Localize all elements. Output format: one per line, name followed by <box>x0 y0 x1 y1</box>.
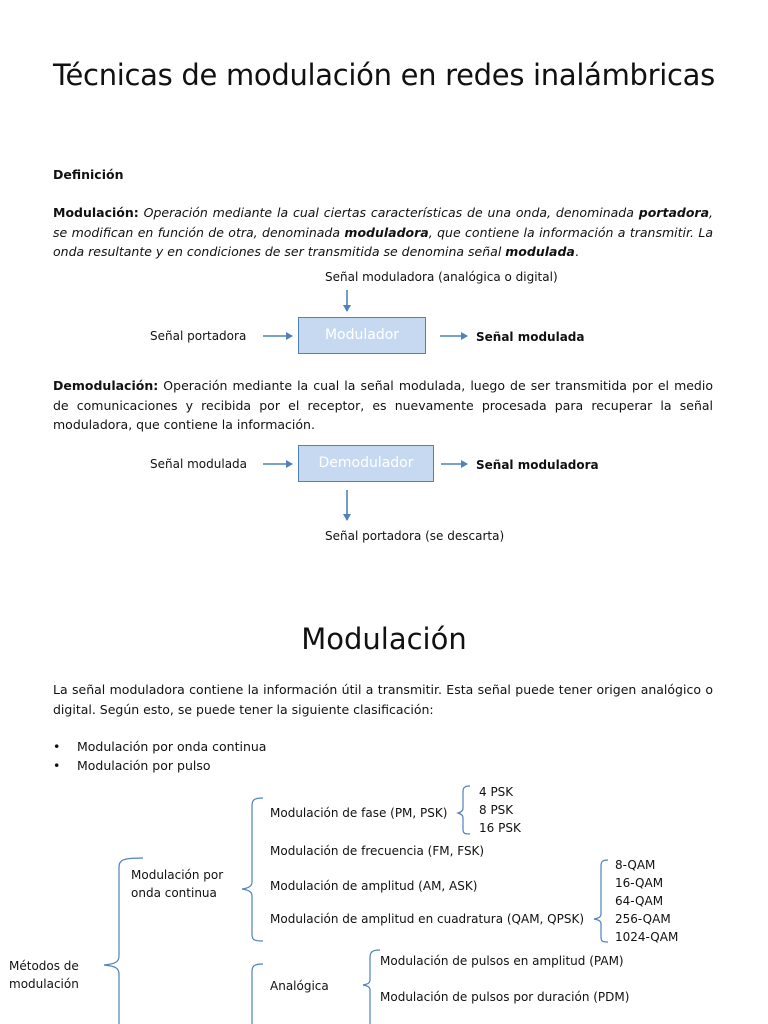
modulacion-term: Modulación <box>53 205 134 220</box>
bracket-pulso <box>252 964 263 1024</box>
tree-continua-line1: Modulación por <box>131 868 224 882</box>
tree-qam-item: 8-QAM <box>615 858 656 872</box>
bullet-item: • Modulación por pulso <box>53 758 211 773</box>
page-title: Técnicas de modulación en redes inalámbricas <box>53 58 715 92</box>
demodulacion-definition: Demodulación: Operación mediante la cual la señal modulada, luego de ser transmitida por el medio de comunicaciones y recibida por el receptor, es nuevamente procesada para recuperar la señal moduladora, que contiene la información. <box>53 378 713 432</box>
portadora-input-label: Señal portadora <box>150 329 247 343</box>
tree-psk-item: 16 PSK <box>479 821 521 835</box>
portadora-discard-label: Señal portadora (se descarta) <box>325 529 505 543</box>
tree-qam-item: 64-QAM <box>615 894 664 908</box>
modulacion-definition: Modulación: Operación mediante la cual ciertas características de una onda, denominada portadora, se modifican en función de otra, denominada moduladora, que contiene la información a transmitir. La onda resultante y en condiciones de ser transmitida se denomina señal modulada. <box>53 205 713 259</box>
modulador-box: Modulador <box>298 317 426 354</box>
tree-psk-item: 8 PSK <box>479 803 514 817</box>
tree-qam-item: 16-QAM <box>615 876 664 890</box>
tree-continua-line2: onda continua <box>131 886 217 900</box>
modulacion-intro: La señal moduladora contiene la información útil a transmitir. Esta señal puede tener origen analógico o digital. Según esto, se puede tener la siguiente clasificación: <box>53 682 713 717</box>
modulada-input-label: Señal modulada <box>150 457 248 471</box>
tree-cuadratura: Modulación de amplitud en cuadratura (QAM, QPSK) <box>270 912 585 926</box>
tree-root-line1: Métodos de <box>9 959 79 973</box>
moduladora-output-label: Señal moduladora <box>476 458 599 472</box>
modulada-output-label: Señal modulada <box>476 330 585 344</box>
tree-root-line2: modulación <box>9 977 79 991</box>
demodulador-box: Demodulador <box>298 445 434 482</box>
bracket-analogica <box>363 950 380 1024</box>
bracket-qam <box>594 860 608 942</box>
section-title-modulacion: Modulación <box>301 622 467 656</box>
tree-fase: Modulación de fase (PM, PSK) <box>270 806 448 820</box>
definicion-heading: Definición <box>53 167 124 182</box>
bullet-item: • Modulación por onda continua <box>53 739 267 754</box>
bracket-continua <box>242 798 263 941</box>
bracket-psk <box>458 786 470 834</box>
tree-amplitud: Modulación de amplitud (AM, ASK) <box>270 879 478 893</box>
tree-pdm: Modulación de pulsos por duración (PDM) <box>380 990 630 1004</box>
tree-qam-item: 256-QAM <box>615 912 671 926</box>
tree-qam-item: 1024-QAM <box>615 930 679 944</box>
tree-pam: Modulación de pulsos en amplitud (PAM) <box>380 954 624 968</box>
demodulacion-term: Demodulación: <box>53 378 159 393</box>
tree-psk-item: 4 PSK <box>479 785 514 799</box>
tree-frecuencia: Modulación de frecuencia (FM, FSK) <box>270 844 485 858</box>
bracket-root <box>104 858 143 1024</box>
tree-analogica: Analógica <box>270 979 329 993</box>
moduladora-input-label: Señal moduladora (analógica o digital) <box>325 270 558 284</box>
